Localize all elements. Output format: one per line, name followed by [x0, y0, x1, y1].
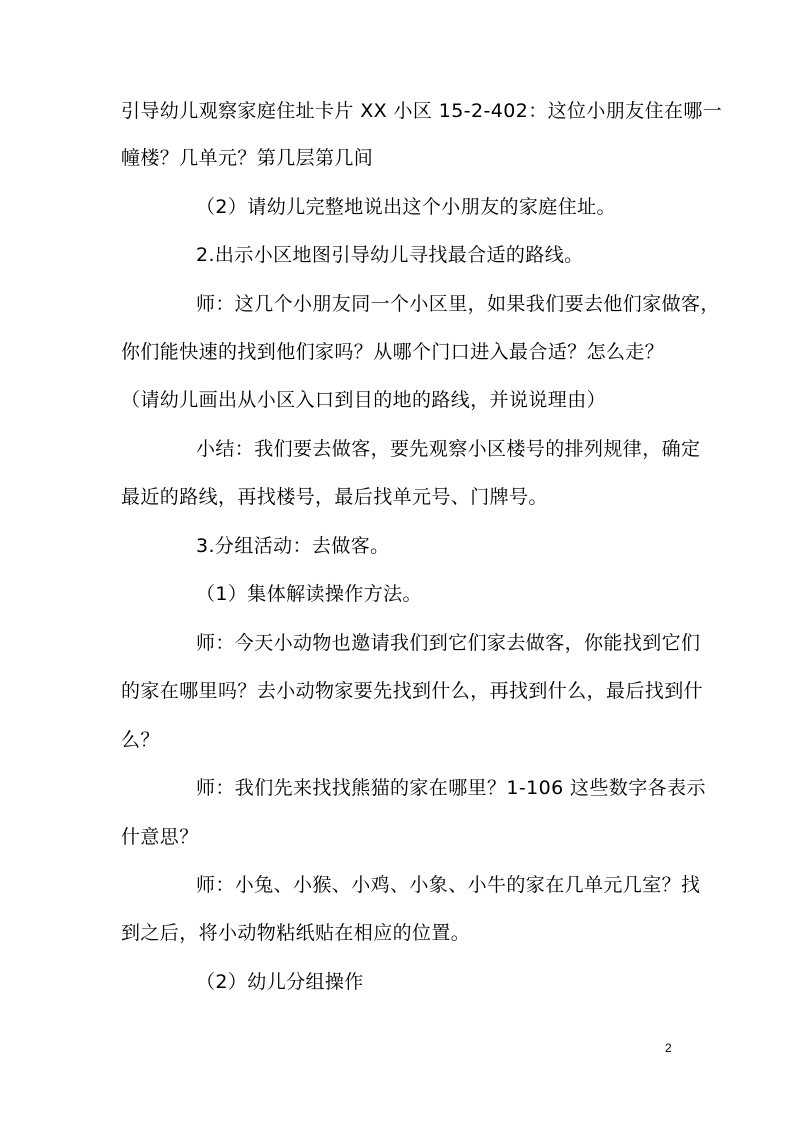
- text-line: （2）请幼儿完整地说出这个小朋友的家庭住址。: [196, 196, 616, 218]
- text-line: （2）幼儿分组操作: [196, 971, 364, 993]
- text-line: 引导幼儿观察家庭住址卡片 XX 小区 15-2-402：这位小朋友住在哪一: [121, 100, 723, 122]
- page-number: 2: [665, 1041, 672, 1055]
- text-line: 的家在哪里吗？去小动物家要先找到什么，再找到什么，最后找到什: [121, 680, 704, 702]
- text-line: 到之后，将小动物粘纸贴在相应的位置。: [121, 922, 471, 944]
- text-line: 师：小兔、小猴、小鸡、小象、小牛的家在几单元几室？找: [196, 874, 701, 896]
- text-line: 最近的路线，再找楼号，最后找单元号、门牌号。: [121, 486, 548, 508]
- text-line: 师：我们先来找找熊猫的家在哪里？1-106 这些数字各表示: [196, 777, 706, 799]
- section-heading: 3.分组活动：去做客。: [196, 535, 390, 557]
- text-line: 么？: [121, 729, 160, 751]
- text-line: （1）集体解读操作方法。: [196, 583, 422, 605]
- text-line: 师：今天小动物也邀请我们到它们家去做客，你能找到它们: [196, 632, 701, 654]
- text-line: 幢楼？几单元？第几层第几间: [121, 147, 374, 169]
- text-line: 小结：我们要去做客，要先观察小区楼号的排列规律，确定: [196, 438, 701, 460]
- text-line: 你们能快速的找到他们家吗？从哪个门口进入最合适？怎么走？: [121, 341, 665, 363]
- text-line: 师：这几个小朋友同一个小区里，如果我们要去他们家做客，: [196, 293, 720, 315]
- text-line: 什意思？: [121, 826, 199, 848]
- text-line: （请幼儿画出从小区入口到目的地的路线，并说说理由）: [121, 389, 607, 411]
- section-heading: 2.出示小区地图引导幼儿寻找最合适的路线。: [196, 244, 584, 266]
